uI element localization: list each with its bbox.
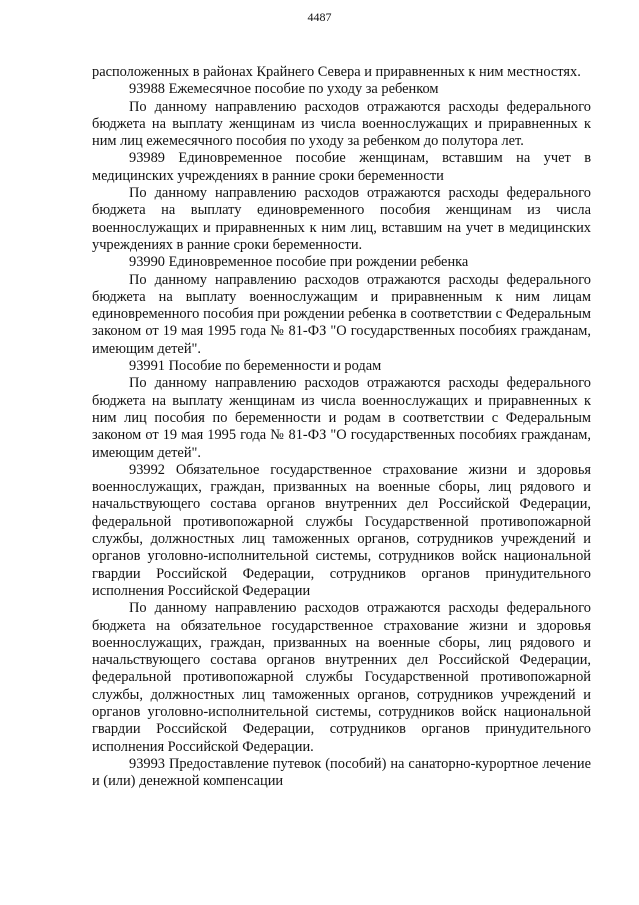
paragraph-93989-description: По данному направлению расходов отражаются расходы федерального бюджета на выплату единовременного пособия женщинам из числа военнослужащих и приравненных к ним лиц, вставшим на учет в медицинских учреждениях в ранние сроки беременности. xyxy=(92,185,591,253)
paragraph-93988-description: По данному направлению расходов отражаются расходы федерального бюджета на выплату женщинам из числа военнослужащих и приравненных к ним лиц ежемесячного пособия по уходу за ребенком до полутора лет. xyxy=(92,98,591,150)
paragraph-93991-description: По данному направлению расходов отражаются расходы федерального бюджета на выплату женщинам из числа военнослужащих и приравненных к ним лиц пособия по беременности и родам в соответствии с Федеральным законом от 19 мая 1995 года № 81-ФЗ "О государственных пособиях гражданам, имеющим детей". xyxy=(92,375,591,461)
heading-93992: 93992 Обязательное государственное страхование жизни и здоровья военнослужащих, граждан, призванных на военные сборы, лиц рядового и начальствующего состава органов внутренних дел Российской Федерации, федеральной противопожарной службы Государственной противопожарной службы, должностных лиц таможенных органов, сотрудников учреждений и органов уголовно-исполнительной системы, сотрудников войск национальной гвардии Российской Федерации, сотрудников органов принудительного исполнения Российской Федерации xyxy=(92,461,591,599)
paragraph-continuation: расположенных в районах Крайнего Севера и приравненных к ним местностях. xyxy=(92,64,581,80)
heading-93988: 93988 Ежемесячное пособие по уходу за ребенком xyxy=(129,81,439,98)
heading-93991: 93991 Пособие по беременности и родам xyxy=(129,358,382,375)
heading-93993: 93993 Предоставление путевок (пособий) на санаторно-курортное лечение и (или) денежной компенсации xyxy=(92,755,591,790)
heading-93989: 93989 Единовременное пособие женщинам, вставшим на учет в медицинских учреждениях в ранние сроки беременности xyxy=(92,150,591,184)
paragraph-93990-description: По данному направлению расходов отражаются расходы федерального бюджета на выплату военнослужащим и приравненным к ним лицам единовременного пособия при рождении ребенка в соответствии с Федеральным законом от 19 мая 1995 года № 81-ФЗ "О государственных пособиях гражданам, имеющим детей". xyxy=(92,271,591,357)
heading-93990: 93990 Единовременное пособие при рождении ребенка xyxy=(129,254,469,271)
page-number: 4487 xyxy=(307,10,332,24)
paragraph-93992-description: По данному направлению расходов отражаются расходы федерального бюджета на обязательное государственное страхование жизни и здоровья военнослужащих, граждан, призванных на военные сборы, лиц рядового и начальствующего состава органов внутренних дел Российской Федерации, федеральной противопожарной службы Государственной противопожарной службы, должностных лиц таможенных органов, сотрудников учреждений и органов уголовно-исполнительной системы, сотрудников войск национальной гвардии Российской Федерации, сотрудников органов принудительного исполнения Российской Федерации. xyxy=(92,600,591,755)
document-body xyxy=(92,64,591,790)
